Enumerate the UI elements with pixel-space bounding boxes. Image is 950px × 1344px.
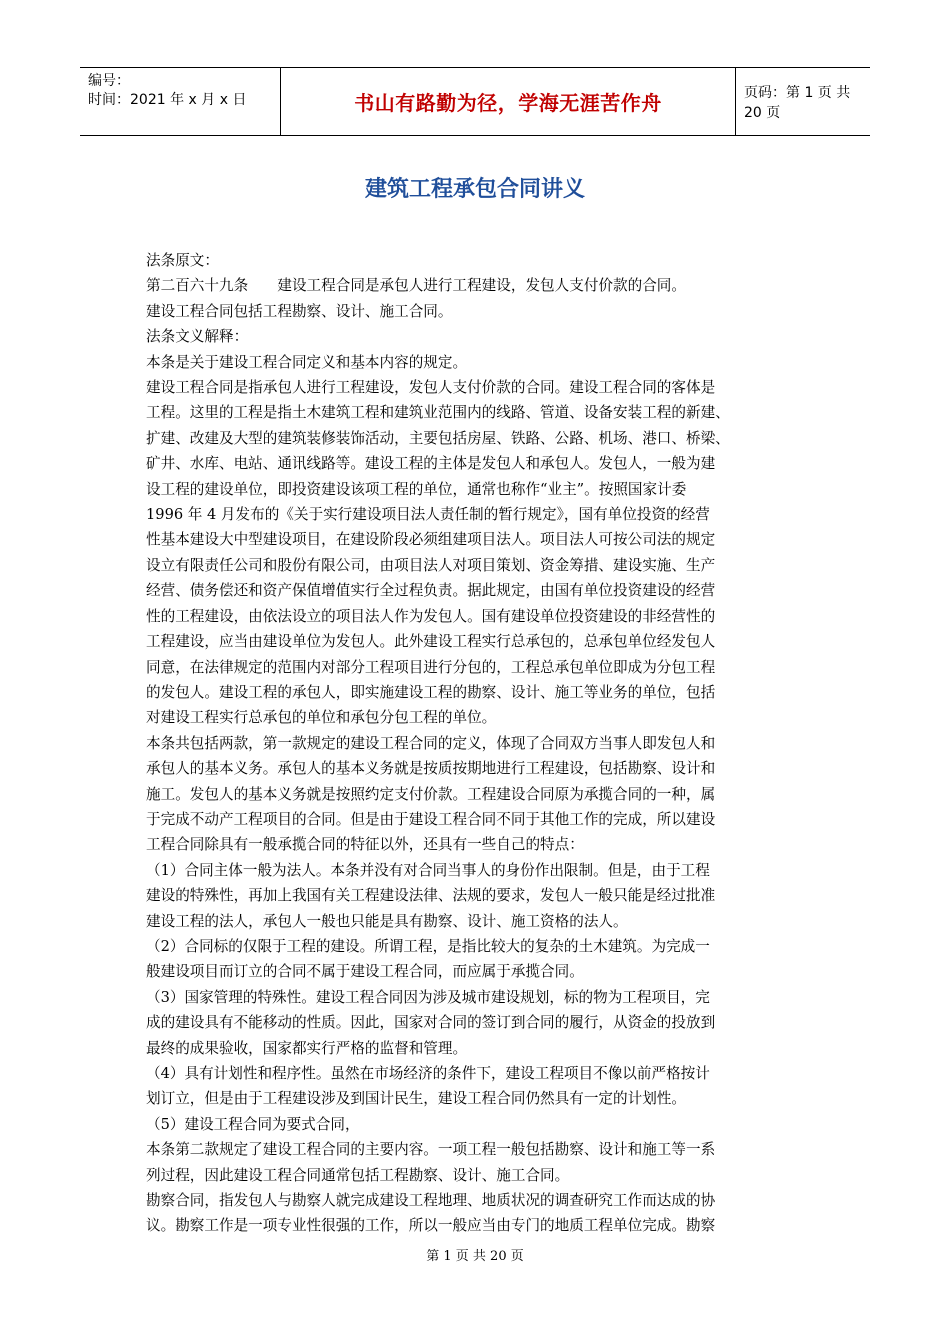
body-line: 建设工程合同包括工程勘察、设计、施工合同。 <box>146 302 453 320</box>
body-line: 列过程，因此建设工程合同通常包括工程勘察、设计、施工合同。 <box>146 1166 570 1184</box>
body-line: 最终的成果验收，国家都实行严格的监督和管理。 <box>146 1039 468 1057</box>
body-line: 于完成不动产工程项目的合同。但是由于建设工程合同不同于其他工作的完成，所以建设 <box>146 810 716 828</box>
body-line: 经营、债务偿还和资产保值增值实行全过程负责。据此规定，由国有单位投资建设的经营 <box>146 582 716 600</box>
body-line: 本条第二款规定了建设工程合同的主要内容。一项工程一般包括勘察、设计和施工等一系 <box>146 1141 716 1159</box>
document-date: 时间：2021 年 x 月 x 日 <box>88 92 247 108</box>
body-line: 划订立，但是由于工程建设涉及到国计民生，建设工程合同仍然具有一定的计划性。 <box>146 1090 686 1108</box>
document-title: 建筑工程承包合同讲义 <box>364 177 585 202</box>
body-line: （1）合同主体一般为法人。本条并没有对合同当事人的身份作出限制。但是，由于工程 <box>146 861 710 879</box>
body-line: （5）建设工程合同为要式合同， <box>146 1115 360 1133</box>
body-line: 第二百六十九条 建设工程合同是承包人进行工程建设，发包人支付价款的合同。 <box>146 277 686 295</box>
body-line: 建设工程合同是指承包人进行工程建设，发包人支付价款的合同。建设工程合同的客体是 <box>146 379 716 397</box>
body-line: （4）具有计划性和程序性。虽然在市场经济的条件下，建设工程项目不像以前严格按计 <box>146 1065 710 1082</box>
body-line: 设工程的建设单位，即投资建设该项工程的单位，通常也称作“业主”。按照国家计委 <box>146 480 687 498</box>
body-line: 勘察合同，指发包人与勘察人就完成建设工程地理、地质状况的调查研究工作而达成的协 <box>146 1192 716 1210</box>
body-line: 般建设项目而订立的合同不属于建设工程合同，而应属于承揽合同。 <box>146 963 584 981</box>
body-line: 法条原文： <box>146 252 219 269</box>
body-line: 的发包人。建设工程的承包人，即实施建设工程的勘察、设计、施工等业务的单位，包括 <box>146 683 716 701</box>
body-line: 工程合同除具有一般承揽合同的特征以外，还具有一些自己的特点： <box>146 836 584 854</box>
body-line: 成的建设具有不能移动的性质。因此，国家对合同的签订到合同的履行，从资金的投放到 <box>146 1014 716 1032</box>
body-line: 设立有限责任公司和股份有限公司，由项目法人对项目策划、资金筹措、建设实施、生产 <box>146 556 716 574</box>
body-line: 性的工程建设，由依法设立的项目法人作为发包人。国有建设单位投资建设的非经营性的 <box>146 607 716 625</box>
body-line: 工程建设，应当由建设单位为发包人。此外建设工程实行总承包的，总承包单位经发包人 <box>146 633 716 651</box>
body-line: 本条共包括两款，第一款规定的建设工程合同的定义，体现了合同双方当事人即发包人和 <box>146 734 716 752</box>
body-line: 性基本建设大中型建设项目，在建设阶段必须组建项目法人。项目法人可按公司法的规定 <box>146 531 716 549</box>
document-number-label: 编号： <box>88 73 130 89</box>
document-body <box>146 248 806 1239</box>
body-line: 承包人的基本义务。承包人的基本义务就是按质按期地进行工程建设，包括勘察、设计和 <box>146 760 716 778</box>
body-line: 施工。发包人的基本义务就是按照约定支付价款。工程建设合同原为承揽合同的一种，属 <box>146 785 716 803</box>
body-line: （2）合同标的仅限于工程的建设。所谓工程，是指比较大的复杂的土木建筑。为完成一 <box>146 937 710 955</box>
body-line: 矿井、水库、电站、通讯线路等。建设工程的主体是发包人和承包人。发包人，一般为建 <box>146 455 716 473</box>
body-line: 本条是关于建设工程合同定义和基本内容的规定。 <box>146 353 468 371</box>
body-line: 同意，在法律规定的范围内对部分工程项目进行分包的，工程总承包单位即成为分包工程 <box>146 658 716 676</box>
body-line: 建设的特殊性，再加上我国有关工程建设法律、法规的要求，发包人一般只能是经过批准 <box>146 887 716 905</box>
body-line: （3）国家管理的特殊性。建设工程合同因为涉及城市建设规划，标的物为工程项目，完 <box>146 988 710 1006</box>
header-meta <box>80 68 281 135</box>
body-line: 建设工程的法人，承包人一般也只能是具有勘察、设计、施工资格的法人。 <box>146 912 628 930</box>
body-line: 对建设工程实行总承包的单位和承包分包工程的单位。 <box>146 709 497 727</box>
page-info-text: 页码：第 1 页 共 20 页 <box>744 84 851 121</box>
page-footer: 第 1 页 共 20 页 <box>426 1249 524 1264</box>
body-line: 1996 年 4 月发布的《关于实行建设项目法人责任制的暂行规定》，国有单位投资的经营 <box>146 506 710 524</box>
header-slogan <box>281 68 736 135</box>
body-line: 法条文义解释： <box>146 328 249 346</box>
body-line: 工程。这里的工程是指土木建筑工程和建筑业范围内的线路、管道、设备安装工程的新建、 <box>146 404 730 422</box>
page-header <box>80 67 870 136</box>
header-page-info <box>736 68 870 135</box>
body-line: 扩建、改建及大型的建筑装修装饰活动，主要包括房屋、铁路、公路、机场、港口、桥梁、 <box>146 429 730 447</box>
body-line: 议。勘察工作是一项专业性很强的工作，所以一般应当由专门的地质工程单位完成。勘察 <box>146 1217 716 1235</box>
slogan-text: 书山有路勤为径，学海无涯苦作舟 <box>354 91 662 115</box>
